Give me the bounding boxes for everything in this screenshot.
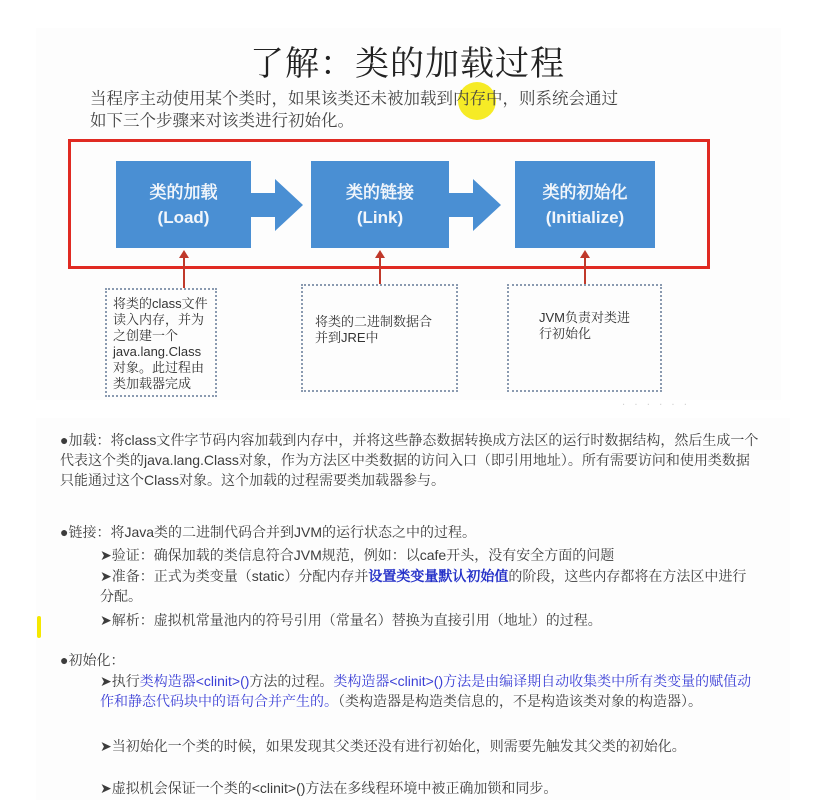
linking-heading: ●链接：将Java类的二进制代码合并到JVM的运行状态之中的过程。 (60, 524, 477, 540)
pointer-line (183, 256, 185, 288)
prepare-text: ➤准备：正式为类变量（static）分配内存并 (100, 568, 369, 584)
note-link: 将类的二进制数据合并到JRE中 (301, 284, 458, 392)
init-sync: ➤虚拟机会保证一个类的<clinit>()方法在多线程环境中被正确加锁和同步。 (100, 780, 558, 796)
clinit-blue-2: 类构造器<clinit>()方法是由编译期自动收集类中所有类变量的赋值动作和静态代码块中的语句合并产生的。 (100, 673, 752, 709)
note-initialize: JVM负责对类进行初始化 (507, 284, 662, 392)
init-parent: ➤当初始化一个类的时候，如果发现其父类还没有进行初始化，则需要先触发其父类的初始化。 (100, 738, 686, 754)
step-initialize-cn: 类的初始化 (542, 182, 628, 202)
clinit-blue-1: 类构造器<clinit>() (139, 673, 250, 689)
step-load (116, 161, 251, 248)
intro-line-1: 当程序主动使用某个类时，如果该类还未被加载到内存中，则系统会通过 (90, 89, 618, 108)
linking-verify: ➤验证：确保加载的类信息符合JVM规范，例如：以cafe开头，没有安全方面的问题 (100, 547, 615, 563)
cursor-marker (37, 616, 41, 638)
init-heading: ●初始化： (60, 652, 125, 668)
pointer-line (379, 256, 381, 284)
step-initialize-en: (Initialize) (545, 207, 625, 227)
prepare-emphasis: 设置类变量默认初始值 (368, 568, 509, 584)
pointer-line (584, 256, 586, 284)
linking-prepare (100, 566, 760, 606)
clinit-prefix: ➤执行 (100, 673, 140, 689)
step-link-en: (Link) (356, 207, 404, 227)
arrow-up-icon (179, 250, 189, 258)
prepare-suffix: 的阶段，这些内存都将在方法区中进行分配。 (100, 568, 747, 604)
slide-title: 了解：类的加载过程 (250, 44, 565, 84)
step-link (311, 161, 449, 248)
arrow-right-icon (251, 179, 303, 231)
loading-paragraph (60, 430, 760, 490)
arrow-right-icon (449, 179, 501, 231)
loading-text: ●加载：将class文件字节码内容加载到内存中，并将这些静态数据转换成方法区的运行时数据结构，然后生成一个代表这个类的java.lang.Class对象，作为方法区中类数据的访问入口（即引用地址）。所有需要访问和使用类数据只能通过这个Class对象。这个加载的过程需要类加载器参与。 (60, 432, 759, 488)
linking-resolve: ➤解析：虚拟机常量池内的符号引用（常量名）替换为直接引用（地址）的过程。 (100, 612, 602, 628)
step-initialize (515, 161, 655, 248)
slide-intro (90, 88, 750, 132)
init-clinit (100, 671, 760, 711)
watermark: · · · · · · (622, 400, 690, 411)
step-load-en: (Load) (157, 207, 210, 227)
arrow-up-icon (375, 250, 385, 258)
step-link-cn: 类的链接 (346, 182, 414, 202)
step-load-cn: 类的加载 (149, 182, 218, 202)
note-load: 将类的class文件读入内存，并为之创建一个java.lang.Class对象。此过程由类加载器完成 (105, 288, 217, 397)
intro-line-2: 如下三个步骤来对该类进行初始化。 (90, 111, 354, 130)
arrow-up-icon (580, 250, 590, 258)
clinit-mid: 方法的过程。 (249, 673, 334, 689)
clinit-suffix: （类构造器是构造类信息的，不是构造该类对象的构造器）。 (338, 693, 702, 709)
